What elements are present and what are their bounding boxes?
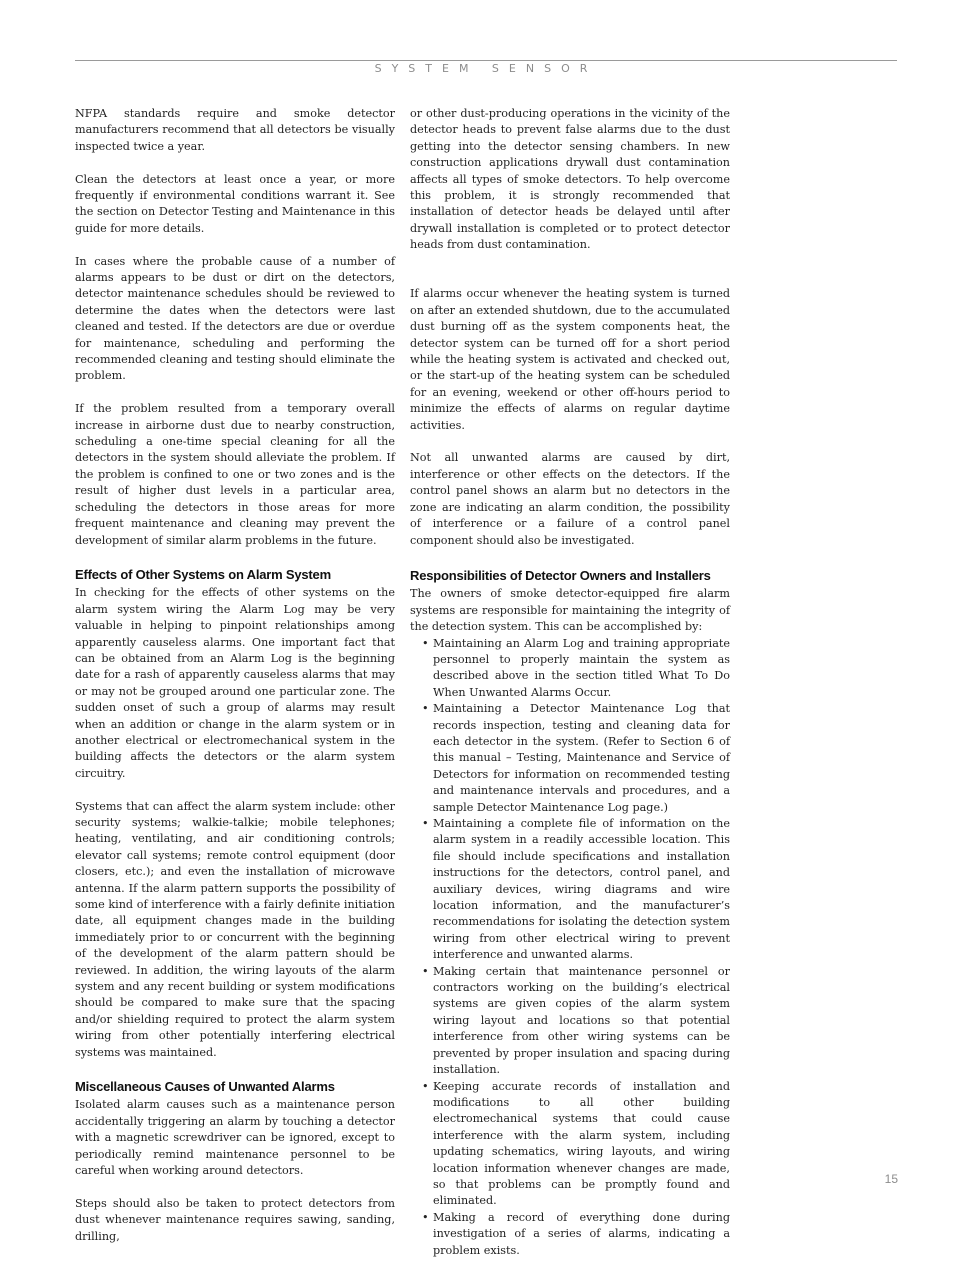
column-left: [75, 106, 395, 1262]
section-heading: Responsibilities of Detector Owners and Installers: [410, 568, 711, 584]
section-heading: Miscellaneous Causes of Unwanted Alarms: [75, 1079, 335, 1095]
section-heading: Effects of Other Systems on Alarm System: [75, 567, 331, 583]
paragraph: The owners of smoke detector-equipped fire alarm systems are responsible for maintaining the integrity of the detection system. This can be accomplished by:: [410, 587, 730, 634]
list-item: • Keeping accurate records of installation and modifications to all other building electromechanical systems that could cause interference with the alarm system, including updating schematics, wiring layouts, and wiring location information whenever changes are made, so that problems can be promptly found and eliminated.: [433, 1079, 730, 1210]
paragraph: Not all unwanted alarms are caused by dirt, interference or other effects on the detectors. If the control panel shows an alarm but no detectors in the zone are indicating an alarm condition, the possibility of interference or a failure of a control panel component should also be investigated.: [410, 451, 730, 547]
paragraph: Isolated alarm causes such as a maintenance person accidentally triggering an alarm by touching a detector with a magnetic screwdriver can be ignored, except to periodically remind maintenance personnel to be careful when working around detectors.: [75, 1098, 395, 1178]
paragraph: Systems that can affect the alarm system include: other security systems; walkie-talkie; mobile telephones; heating, ventilating, and air conditioning controls; elevator call systems; remote control equipment (door closers, etc.); and even the installation of microwave antenna. If the alarm pattern supports the possibility of some kind of interference with a fairly definite initiation date, all equipment changes made in the building immediately prior to or concurrent with the beginning of the development of the alarm pattern should be reviewed. In addition, the wiring layouts of the alarm system and any recent building or system modifications should be compared to make sure that the spacing and/or shielding required to protect the alarm system wiring from other potentially interfering electrical systems was maintained.: [75, 799, 395, 1059]
paragraph: Steps should also be taken to protect detectors from dust whenever maintenance requires sawing, sanding, drilling,: [75, 1196, 395, 1243]
list-item: • Maintaining an Alarm Log and training appropriate personnel to properly maintain the system as described above in the section titled What To Do When Unwanted Alarms Occur.: [433, 636, 730, 702]
header-brand: SYSTEM SENSOR: [374, 62, 598, 75]
paragraph: If alarms occur whenever the heating system is turned on after an extended shutdown, due to the accumulated dust burning off as the system components heat, the detector system can be turned off for a short period while the heating system is activated and checked out, or the start-up of the heating system can be scheduled for an evening, weekend or other off-hours period to minimize the effects of alarms on regular daytime activities.: [410, 287, 730, 432]
paragraph: Clean the detectors at least once a year, or more frequently if environmental conditions warrant it. See the section on Detector Testing and Maintenance in this guide for more details.: [75, 172, 395, 235]
paragraph: In cases where the probable cause of a number of alarms appears to be dust or dirt on the detectors, detector maintenance schedules should be reviewed to determine the dates when the detectors were last cleaned and tested. If the detectors are due or overdue for maintenance, scheduling and performing the recommended cleaning and testing should eliminate the problem.: [75, 254, 395, 383]
paragraph: NFPA standards require and smoke detector manufacturers recommend that all detectors be visually inspected twice a year.: [75, 107, 395, 153]
page-number: 15: [884, 1172, 898, 1186]
paragraph: If the problem resulted from a temporary overall increase in airborne dust due to nearby construction, scheduling a one-time special cleaning for all the detectors in the system should alleviate the problem. If the problem is confined to one or two zones and is the result of higher dust levels in a particular area, scheduling the detectors in those areas for more frequent maintenance and cleaning may prevent the development of similar alarm problems in the future.: [75, 402, 395, 547]
spacer: [410, 270, 730, 286]
header-rule: [75, 60, 897, 61]
list-item: • Making certain that maintenance personnel or contractors working on the building’s electrical systems are given copies of the alarm system wiring layout and locations so that potential interference from other wiring systems can be prevented by proper insulation and spacing during installation.: [433, 964, 730, 1079]
paragraph: or other dust-producing operations in the vicinity of the detector heads to prevent false alarms due to the dust getting into the detector sensing chambers. In new construction applications drywall dust contamination affects all types of smoke detectors. To help overcome this problem, it is strongly recommended that installation of detector heads be delayed until after drywall installation is completed or to protect detector heads from dust contamination.: [410, 107, 730, 252]
column-right: [410, 106, 730, 1259]
list-item: • Maintaining a Detector Maintenance Log that records inspection, testing and cleaning data for each detector in the system. (Refer to Section 6 of this manual – Testing, Maintenance and Service of Detectors for information on recommended testing and maintenance intervals and procedures, and a sample Detector Maintenance Log page.): [433, 701, 730, 816]
bullet-list: [410, 636, 730, 1259]
paragraph: In checking for the effects of other systems on the alarm system wiring the Alarm Log may be very valuable in helping to pinpoint relationships among apparently causeless alarms. One important fact that can be obtained from an Alarm Log is the beginning date for a rash of apparently causeless alarms that may or may not be grouped around one particular zone. The sudden onset of such a group of alarms may result when an addition or change in the alarm system or in another electrical or electromechanical system in the building affects the detectors or the alarm system circuitry.: [75, 586, 395, 780]
list-item: • Maintaining a complete file of information on the alarm system in a readily accessible location. This file should include specifications and installation instructions for the detectors, control panel, and auxiliary devices, wiring diagrams and wire location information, and the manufacturer’s recommendations for isolating the detection system wiring from other electrical wiring to prevent interference and unwanted alarms.: [433, 816, 730, 964]
list-item: • Making a record of everything done during investigation of a series of alarms, indicating a problem exists.: [433, 1210, 730, 1259]
